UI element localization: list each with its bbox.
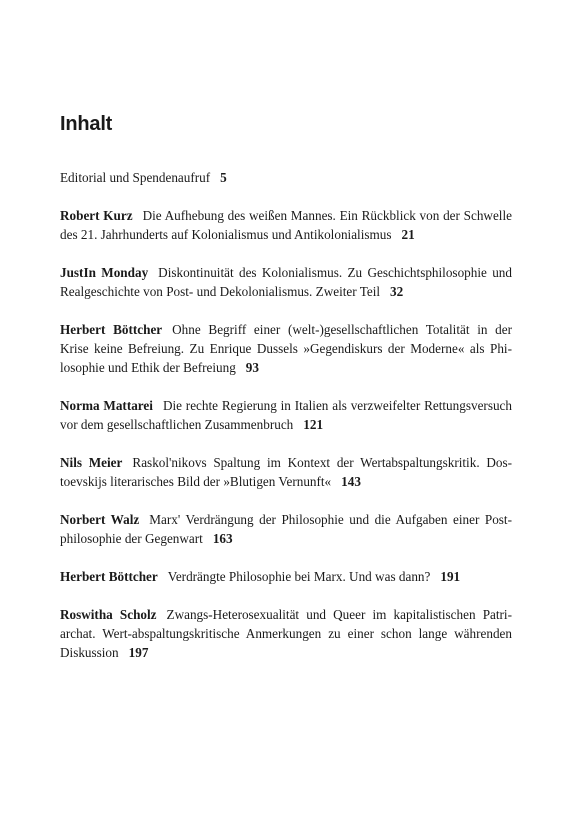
toc-entry-author: Herbert Böttcher <box>60 322 163 337</box>
toc-entry-author: Herbert Böttcher <box>60 569 158 584</box>
toc-entry <box>60 206 512 244</box>
page-title: Inhalt <box>60 113 113 135</box>
toc-entry-author: JustIn Monday <box>60 265 149 280</box>
toc-entry-title: Diskontinuität des Kolonialismus. Zu Geschichtsphilosophie und Realgeschichte von Post- und Dekolonialismus. Zweiter Teil <box>60 265 512 299</box>
toc-entry-page: 32 <box>390 284 404 299</box>
toc-entry-author: Norbert Walz <box>60 512 140 527</box>
toc-entry-author: Norma Mattarei <box>60 398 153 413</box>
toc-list <box>60 168 512 681</box>
toc-entry <box>60 263 512 301</box>
toc-entry-title: Ohne Begriff einer (welt-)gesellschaftlichen Totalität in der Krise keine Befreiung. Zu Enrique Dussels »Gegendiskurs der Moderne« als Philosophie und Ethik der Befreiung <box>60 322 512 375</box>
toc-entry-title: Die rechte Regierung in Italien als verzweifelter Rettungsversuch vor dem gesellschaftlichen Zusammenbruch <box>60 398 512 432</box>
toc-entry-page: 163 <box>212 531 233 546</box>
toc-entry-page: 21 <box>401 227 415 242</box>
toc-entry <box>60 396 512 434</box>
toc-entry-author: Roswitha Scholz <box>60 607 157 622</box>
toc-entry-page: 197 <box>128 645 149 660</box>
toc-entry <box>60 320 512 377</box>
toc-entry-title: Marx' Verdrängung der Philosophie und die Aufgaben einer Postphilosophie der Gegenwart <box>60 512 512 546</box>
toc-entry-title: Die Aufhebung des weißen Mannes. Ein Rückblick von der Schwelle des 21. Jahrhunderts auf Kolonialismus und Antikolonialismus <box>60 208 512 242</box>
toc-entry-title: Zwangs-Heterosexualität und Queer im kapitalistischen Patriarchat. Wert-abspaltungskritische Anmerkungen zu einer schon lange währenden Diskussion <box>60 607 513 660</box>
toc-entry-title: Raskol'nikovs Spaltung im Kontext der Wertabspaltungskritik. Dostoevskijs literarisches Bild der »Blutigen Vernunft« <box>60 455 513 489</box>
toc-entry-page: 143 <box>341 474 361 489</box>
toc-entry-author: Nils Meier <box>60 455 123 470</box>
toc-entry-page: 191 <box>440 569 461 584</box>
toc-entry-title: Verdrängte Philosophie bei Marx. Und was dann? <box>167 569 431 584</box>
toc-entry-title: Editorial und Spendenaufruf <box>60 170 211 185</box>
toc-entry <box>60 168 512 187</box>
toc-entry-author: Robert Kurz <box>60 208 133 223</box>
toc-entry-page: 93 <box>245 360 259 375</box>
toc-entry-page: 5 <box>220 170 227 185</box>
toc-entry <box>60 567 512 586</box>
toc-entry-page: 121 <box>303 417 324 432</box>
toc-entry <box>60 453 512 491</box>
toc-entry <box>60 510 512 548</box>
toc-entry <box>60 605 512 662</box>
